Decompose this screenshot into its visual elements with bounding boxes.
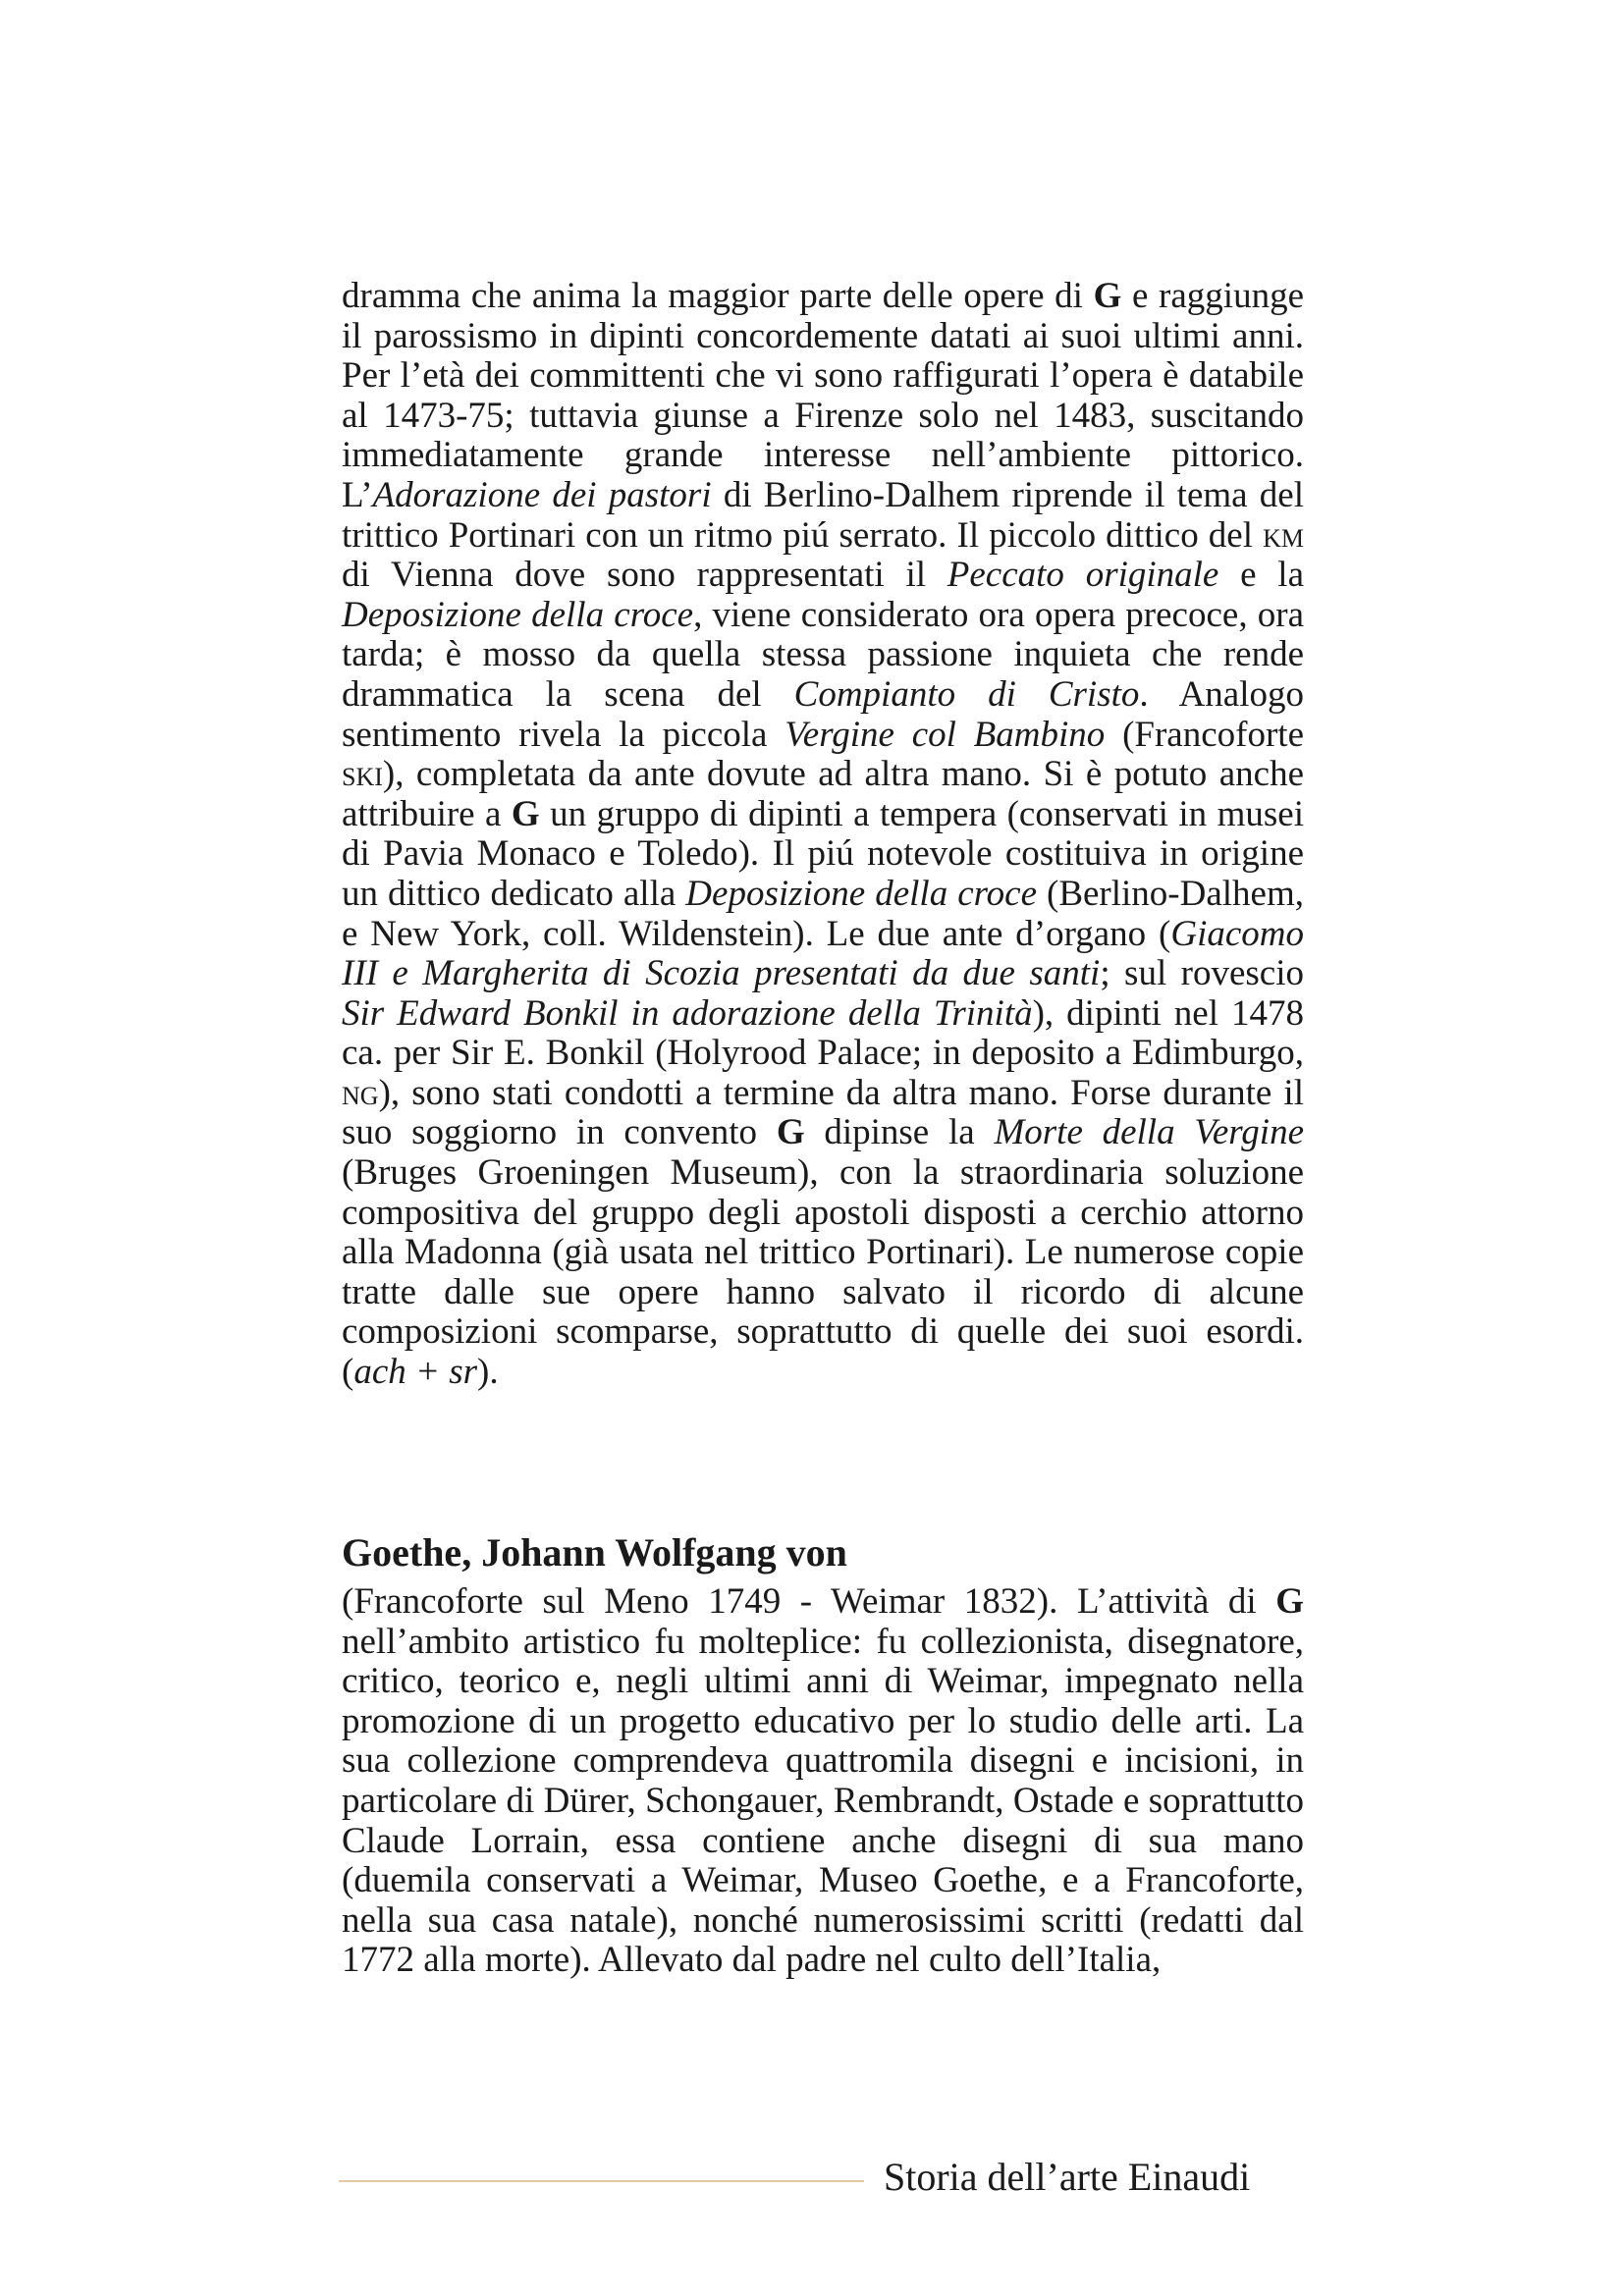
author-abbrev: G <box>776 1112 805 1153</box>
museum-abbrev: ng <box>342 1072 379 1113</box>
footer-title: Storia dell’arte Einaudi <box>884 2155 1251 2199</box>
text-run: (Berlino-Dalhem, e New York, coll. Wildenstein). Le due ante d’organo ( <box>342 873 1305 954</box>
author-abbrev: G <box>511 793 540 834</box>
text-run: . Analogo sentimento rivela la piccola <box>342 673 1305 755</box>
text-run: dramma che anima la maggior parte delle opere di <box>342 276 1094 316</box>
text-run: , viene considerato ora opera precoce, ora tarda; è mosso da quella stessa passione inquieta che rende drammatica la scena del <box>342 594 1304 715</box>
artwork-title: Deposizione della croce <box>685 873 1037 914</box>
author-abbrev: G <box>1093 276 1122 316</box>
artwork-title: Vergine col Bambino <box>784 714 1106 755</box>
text-run: ). <box>477 1352 499 1393</box>
text-run: e raggiunge il parossismo in dipinti concordemente datati ai suoi ultimi anni. Per l’età dei committenti che vi sono raffigurati l’opera è databile al 1473-75; tuttavia giunse a Firenze solo nel 1483, suscitando immediatamente grande interesse nell’ambiente pittorico. L’ <box>342 276 1304 515</box>
text-run: ), completata da ante dovute ad altra mano. Si è potuto anche attribuire a <box>342 754 1304 834</box>
text-run: un gruppo di dipinti a tempera (conservati in musei di Pavia Monaco e Toledo). Il piú notevole costituiva in origine un dittico dedicato alla <box>342 793 1304 914</box>
artwork-title: Adorazione dei pastori <box>372 474 712 515</box>
artwork-title: Peccato originale <box>947 555 1219 596</box>
text-run: ; sul rovescio <box>1100 953 1304 994</box>
artwork-title: Sir Edward Bonkil in adorazione della Trinità <box>342 992 1033 1034</box>
paragraph <box>342 277 1304 1393</box>
text-run: (Francoforte sul Meno 1749 - Weimar 1832). L’attività di <box>342 1581 1276 1622</box>
text-run: e la <box>1218 555 1305 596</box>
author-abbrev: G <box>1275 1581 1304 1622</box>
entry-heading: Goethe, Johann Wolfgang von <box>342 1530 847 1575</box>
artwork-title: Morte della Vergine <box>994 1112 1304 1153</box>
paragraph <box>342 1582 1304 1981</box>
museum-abbrev: km <box>1263 514 1304 556</box>
text-run: (Bruges Groeningen Museum), con la straordinaria soluzione compositiva del gruppo degli apostoli disposti a cerchio attorno alla Madonna (già usata nel trittico Portinari). Le numerose copie tratte dalle sue opere hanno salvato il ricordo di alcune composizioni scomparse, soprattutto di quelle dei suoi esordi. ( <box>342 1152 1304 1393</box>
text-run: nell’ambito artistico fu molteplice: fu collezionista, disegnatore, critico, teorico e, negli ultimi anni di Weimar, impegnato nella promozione di un progetto educativo per lo studio delle arti. La sua collezione comprendeva quattromila disegni e incisioni, in particolare di Dürer, Schongauer, Rembrandt, Ostade e soprattutto Claude Lorrain, essa contiene anche disegni di sua mano (duemila conservati a Weimar, Museo Goethe, e a Francoforte, nella sua casa natale), nonché numerosissimi scritti (redatti dal 1772 alla morte). Allevato dal padre nel culto dell’Italia, <box>342 1621 1304 1981</box>
entry-text <box>342 1582 1304 1981</box>
footer-rule <box>339 2180 864 2182</box>
text-run: dipinse la <box>804 1112 995 1153</box>
text-run: ), dipinti nel 1478 ca. per Sir E. Bonkil (Holyrood Palace; in deposito a Edimburgo, <box>342 992 1304 1074</box>
article-text-continuation <box>342 277 1304 1393</box>
artwork-title: Compianto di Cristo <box>793 673 1140 715</box>
text-run: ), sono stati condotti a termine da altra mano. Forse durante il suo soggiorno in convento <box>342 1072 1304 1153</box>
text-run: di Vienna dove sono rappresentati il <box>342 555 947 596</box>
artwork-title: Deposizione della croce <box>342 594 694 635</box>
museum-abbrev: ski <box>342 754 383 795</box>
text-run: (Francoforte <box>1105 714 1304 755</box>
artwork-title: Giacomo III e Margherita di Scozia presentati da due santi <box>342 913 1304 994</box>
author-initials: ach + sr <box>353 1352 478 1393</box>
text-run: di Berlino-Dalhem riprende il tema del trittico Portinari con un ritmo piú serrato. Il piccolo dittico del <box>342 474 1304 556</box>
